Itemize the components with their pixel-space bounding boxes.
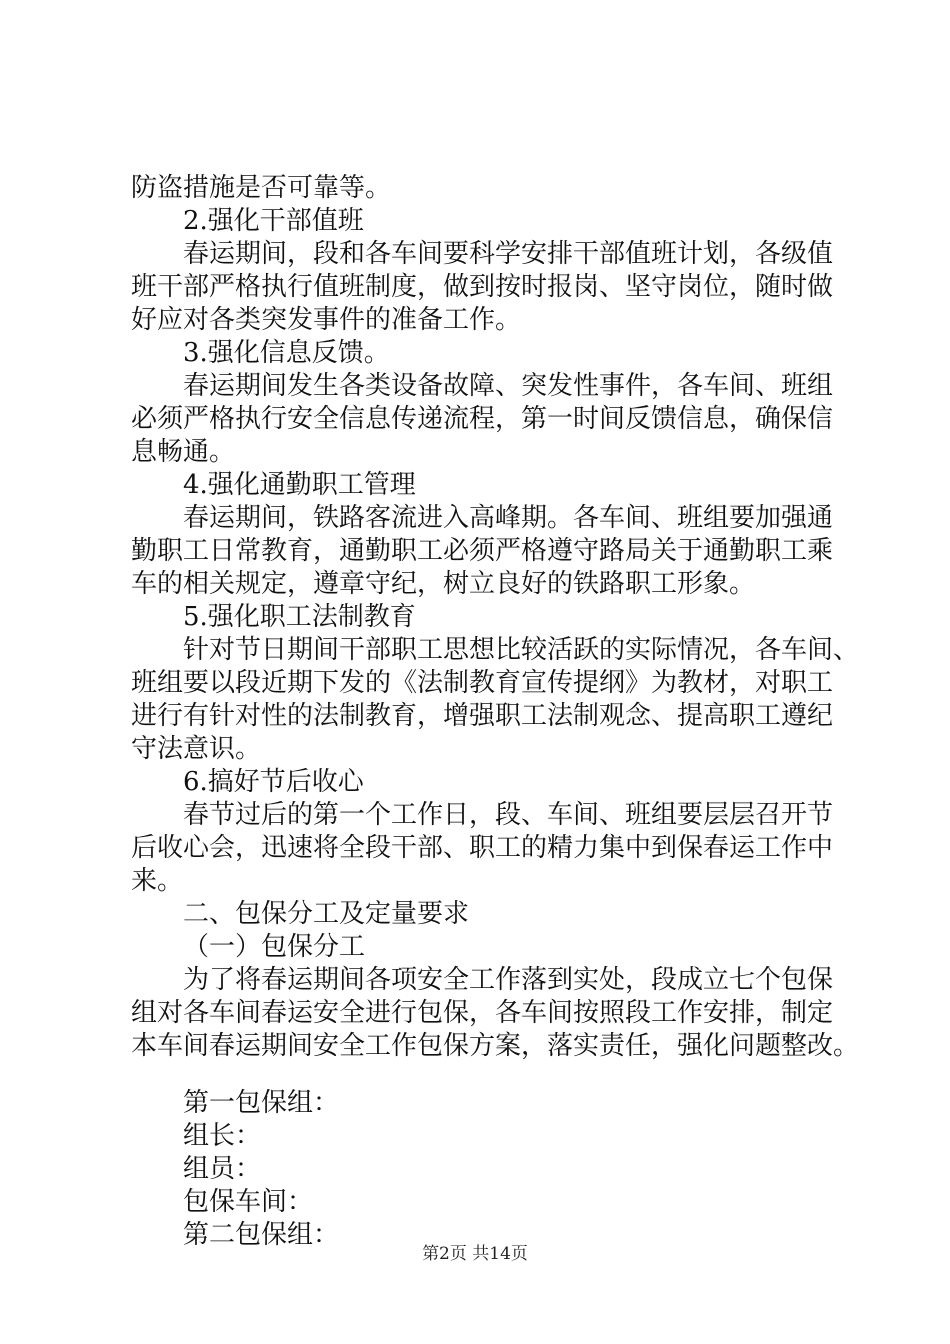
- paragraph: [131, 634, 860, 766]
- paragraph: [131, 964, 860, 1063]
- section-heading: 4.强化通勤职工管理: [183, 470, 416, 500]
- document-body: [131, 172, 860, 1252]
- paragraph-line: 防盗措施是否可靠等。: [131, 173, 392, 203]
- paragraph-line: 守法意识。: [131, 734, 262, 764]
- section-heading: 组员：: [183, 1154, 262, 1184]
- section-heading: 第一包保组：: [183, 1088, 340, 1118]
- section-heading: 二、包保分工及定量要求: [183, 899, 470, 929]
- page-footer: 第2页 共14页: [422, 1244, 528, 1264]
- paragraph-line: 春运期间，段和各车间要科学安排干部值班计划，各级值: [183, 239, 834, 269]
- paragraph: [131, 799, 834, 898]
- paragraph-line: 春运期间发生各类设备故障、突发性事件，各车间、班组: [183, 371, 834, 401]
- section-heading: （一）包保分工: [183, 932, 366, 962]
- section-heading: 6.搞好节后收心: [183, 767, 364, 797]
- paragraph-line: 本车间春运期间安全工作包保方案，落实责任，强化问题整改。: [131, 1031, 860, 1061]
- section-heading: 组长：: [183, 1121, 262, 1151]
- paragraph-line: 班干部严格执行值班制度，做到按时报岗、坚守岗位，随时做: [131, 272, 834, 302]
- section-heading: 2.强化干部值班: [183, 206, 364, 236]
- paragraph-gap: [131, 1063, 831, 1087]
- section-heading: 5.强化职工法制教育: [183, 602, 416, 632]
- paragraph-line: 息畅通。: [131, 437, 236, 467]
- paragraph-line: 必须严格执行安全信息传递流程，第一时间反馈信息，确保信: [131, 404, 834, 434]
- paragraph-line: 为了将春运期间各项安全工作落到实处，段成立七个包保: [183, 965, 834, 995]
- paragraph: [131, 370, 834, 469]
- paragraph-line: 好应对各类突发事件的准备工作。: [131, 305, 522, 335]
- paragraph-line: 春运期间，铁路客流进入高峰期。各车间、班组要加强通: [183, 503, 834, 533]
- paragraph-line: 班组要以段近期下发的《法制教育宣传提纲》为教材，对职工: [131, 668, 834, 698]
- section-heading: 3.强化信息反馈。: [183, 338, 390, 368]
- section-heading: 包保车间：: [183, 1187, 314, 1217]
- paragraph: [131, 502, 834, 601]
- paragraph: [131, 172, 831, 205]
- paragraph-line: 来。: [131, 866, 184, 896]
- paragraph-line: 春节过后的第一个工作日，段、车间、班组要层层召开节: [183, 800, 834, 830]
- paragraph-line: 针对节日期间干部职工思想比较活跃的实际情况，各车间、: [183, 635, 860, 665]
- paragraph-line: 车的相关规定，遵章守纪，树立良好的铁路职工形象。: [131, 569, 756, 599]
- paragraph-line: 组对各车间春运安全进行包保，各车间按照段工作安排，制定: [131, 998, 834, 1028]
- paragraph-line: 勤职工日常教育，通勤职工必须严格遵守路局关于通勤职工乘: [131, 536, 834, 566]
- paragraph-line: 进行有针对性的法制教育，增强职工法制观念、提高职工遵纪: [131, 701, 834, 731]
- paragraph: [131, 238, 834, 337]
- section-heading: 第二包保组：: [183, 1220, 340, 1250]
- paragraph-line: 后收心会，迅速将全段干部、职工的精力集中到保春运工作中: [131, 833, 834, 863]
